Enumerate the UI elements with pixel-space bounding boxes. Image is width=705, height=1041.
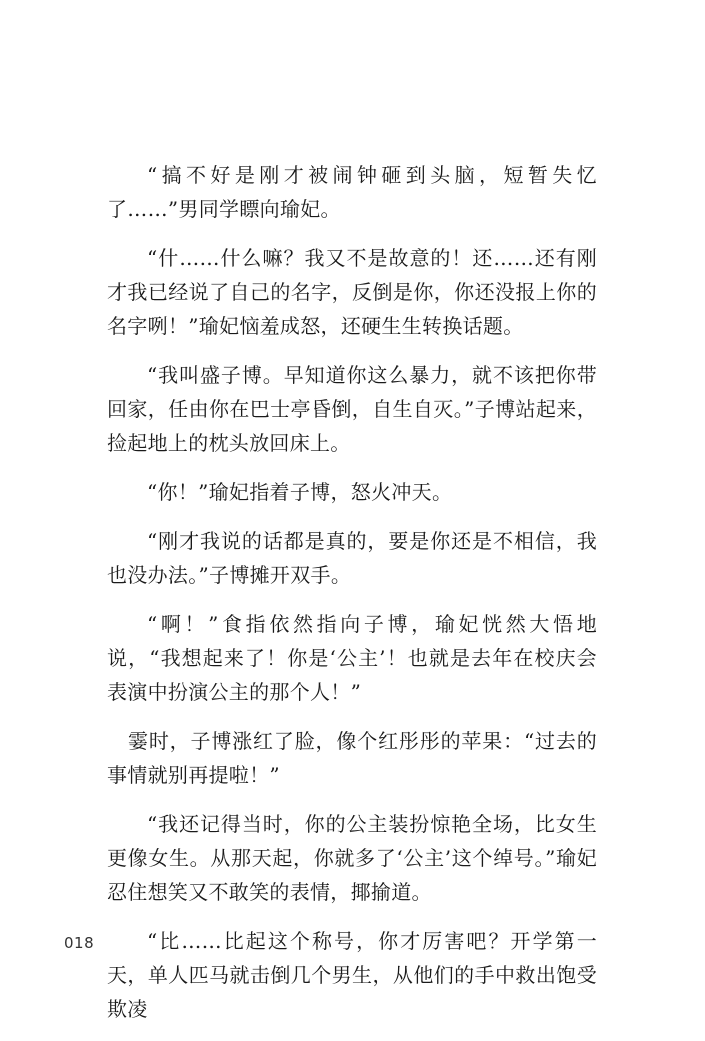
paragraph-6: “啊！”食指依然指向子博，瑜妃恍然大悟地说，“我想起来了！你是‘公主’！也就是去年在校庆会表演中扮演公主的那个人！”: [107, 612, 597, 704]
paragraph-7: 霎时，子博涨红了脸，像个红彤彤的苹果：“过去的事情就别再提啦！”: [107, 729, 597, 787]
paragraph-3: “我叫盛子博。早知道你这么暴力，就不该把你带回家，任由你在巴士亭昏倒，自生自灭。”子博站起来，捡起地上的枕头放回床上。: [107, 363, 597, 455]
paragraph-8: “我还记得当时，你的公主装扮惊艳全场，比女生更像女生。从那天起，你就多了‘公主’这个绰号。”瑜妃忍住想笑又不敢笑的表情，揶揄道。: [107, 812, 597, 904]
paragraph-1: “搞不好是刚才被闹钟砸到头脑，短暂失忆了……”男同学瞟向瑜妃。: [107, 163, 597, 221]
paragraph-2: “什……什么嘛？我又不是故意的！还……还有刚才我已经说了自己的名字，反倒是你，你还没报上你的名字咧！”瑜妃恼羞成怒，还硬生生转换话题。: [107, 246, 597, 338]
body-text: [107, 158, 597, 1041]
page-number: 018: [64, 934, 95, 952]
paragraph-4: “你！”瑜妃指着子博，怒火冲天。: [147, 480, 453, 504]
paragraph-9: “比……比起这个称号，你才厉害吧？开学第一天，单人匹马就击倒几个男生，从他们的手中救出饱受欺凌: [107, 929, 597, 1021]
paragraph-5: “刚才我说的话都是真的，要是你还是不相信，我也没办法。”子博摊开双手。: [107, 529, 597, 587]
